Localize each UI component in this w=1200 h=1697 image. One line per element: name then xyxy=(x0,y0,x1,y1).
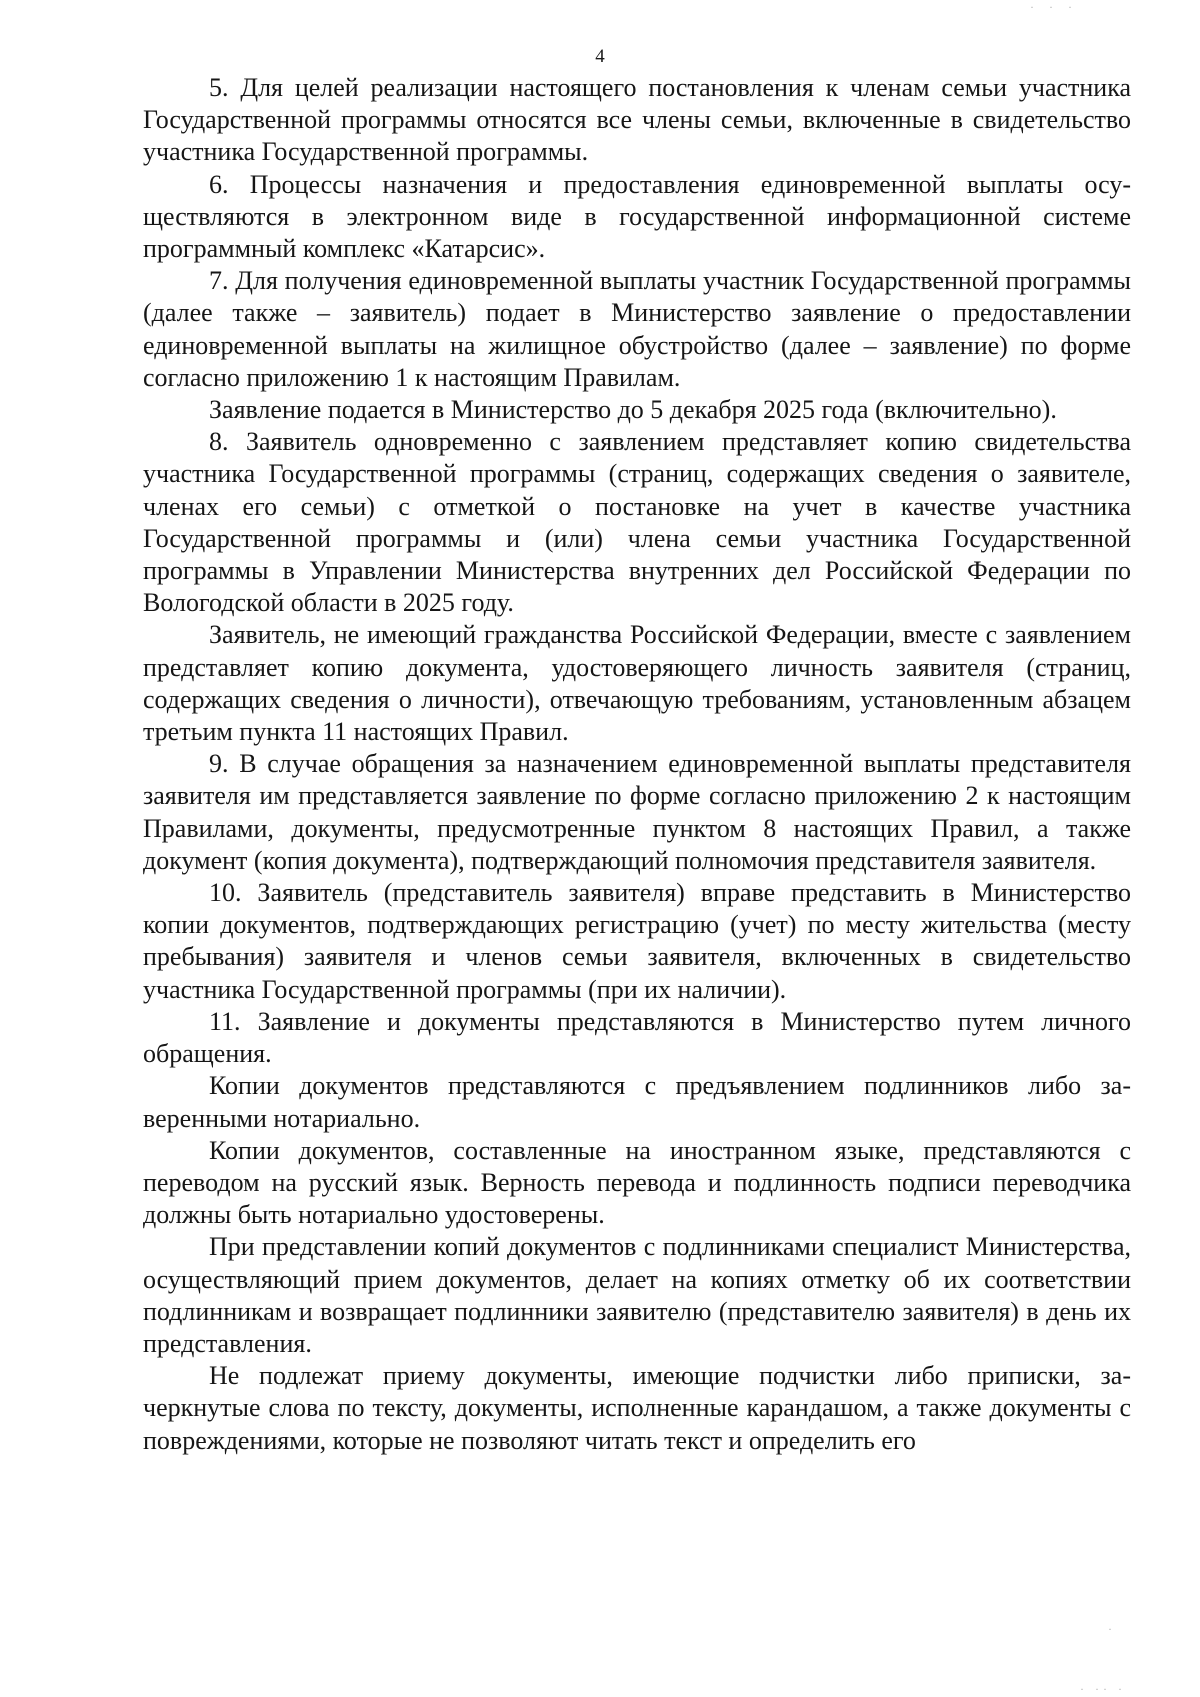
scan-artifact-mark: · · · xyxy=(1030,0,1078,14)
paragraph-clause-7-deadline: Заявление подается в Министерство до 5 декабря 2025 года (включительно). xyxy=(209,395,1057,425)
scan-artifact-mark: · ·· · xyxy=(1080,1682,1126,1696)
page-number: 4 xyxy=(595,46,605,67)
paragraph-clause-7: 7. Для получения единовременной выплаты участник Государственной программы (далее также – заявитель) подает в Министерство заявление о предоставлении единовременной выплаты на жилищное обустройство (далее – заявление) по форме согласно приложению 1 к настоящим Правилам. xyxy=(143,266,1131,392)
document-body xyxy=(143,72,1131,1457)
paragraph-clause-9: 9. В случае обращения за назначением единовременной выплаты представителя заявителя им представляется заявление по форме согласно приложению 2 к настоящим Правилами, документы, предусмотренные пунктом 8 настоящих Правил, а также документ (копия документа), подтверждающий полномочия представителя заявителя. xyxy=(143,749,1131,875)
paragraph-clause-11-translation: Копии документов, составленные на иностранном языке, представляются с переводом на русский язык. Верность перевода и подлинность подписи переводчика должны быть нотариально удостоверены. xyxy=(143,1135,1131,1230)
paragraph-clause-11-copies: Копии документов представляются с предъявлением подлинников либо заверенными нотариально. xyxy=(143,1071,1131,1133)
paragraph-clause-8-foreign: Заявитель, не имеющий гражданства Российской Федерации, вместе с заявлением представляет копию документа, удостоверяющего личность заявителя (страниц, содержащих сведения о личности), отвечающую требованиям, установленным абзацем третьим пункта 11 настоящих Правил. xyxy=(143,620,1131,747)
paragraph-clause-11-verification: При представлении копий документов с подлинниками специалист Министерства, осуществляющий прием документов, делает на копиях отметку об их соответствии подлинникам и возвращает подлинники заявителю (представителю заявителя) в день их представления. xyxy=(143,1232,1131,1358)
paragraph-clause-5: 5. Для целей реализации настоящего постановления к членам семьи участника Государственной программы относятся все члены семьи, включенные в свидетельство участника Государственной программы. xyxy=(143,73,1131,167)
paragraph-clause-11: 11. Заявление и документы представляются в Министерство путем личного обращения. xyxy=(143,1006,1131,1069)
paragraph-clause-10: 10. Заявитель (представитель заявителя) вправе представить в Министерство копии документов, подтверждающих регистрацию (учет) по месту жительства (месту пребывания) заявителя и членов семьи заявителя, включенных в свидетельство участника Государственной программы (при их наличии). xyxy=(143,878,1131,1004)
paragraph-clause-8: 8. Заявитель одновременно с заявлением представляет копию свидетельства участника Государственной программы (страниц, содержащих сведения о заявителе, членах его семьи) с отметкой о постановке на учет в качестве участника Государственной программы и (или) члена семьи участника Государственной программы в Управлении Министерства внутренних дел Российской Федерации по Вологодской области в 2025 году. xyxy=(143,427,1131,618)
paragraph-clause-11-rejection: Не подлежат приему документы, имеющие подчистки либо приписки, зачеркнутые слова по тексту, документы, исполненные карандашом, а также документы с повреждениями, которые не позволяют читать текст и определить его xyxy=(143,1361,1131,1455)
paragraph-clause-6: 6. Процессы назначения и предоставления единовременной выплаты осуществляются в электронном виде в государственной информационной системе программный комплекс «Катарсис». xyxy=(143,169,1131,264)
scan-artifact-mark: · xyxy=(1108,1622,1112,1636)
